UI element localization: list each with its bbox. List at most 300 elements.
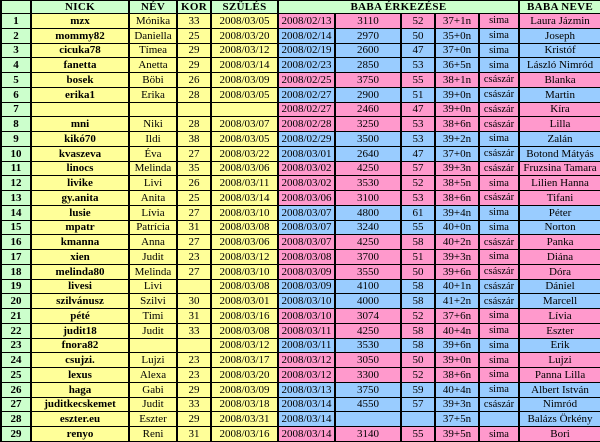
name-cell: Judit <box>129 323 177 338</box>
delivery-type-cell: sima <box>479 427 519 442</box>
arrival-date-cell: 2008/03/02 <box>278 176 335 191</box>
birth-weight-cell: 2460 <box>335 102 401 117</box>
baby-name-cell: Péter <box>519 205 600 220</box>
arrival-date-cell: 2008/03/11 <box>278 338 335 353</box>
birth-length-cell: 52 <box>401 14 435 29</box>
baby-name-cell: Lívia <box>519 309 600 324</box>
birth-length-cell: 53 <box>401 117 435 132</box>
nick-cell: szilvánusz <box>31 294 129 309</box>
age-cell: 27 <box>177 264 211 279</box>
nick-cell: erika1 <box>31 87 129 102</box>
due-date-cell: 2008/03/10 <box>211 205 278 220</box>
row-number-cell: 4 <box>1 58 31 73</box>
name-cell: Erika <box>129 87 177 102</box>
birth-weight-cell: 4250 <box>335 161 401 176</box>
table-row <box>1 28 600 43</box>
gestation-week-cell: 39+3n <box>435 161 479 176</box>
delivery-type-cell: sima <box>479 338 519 353</box>
nick-cell: cicuka78 <box>31 43 129 58</box>
table-row <box>1 323 600 338</box>
age-cell: 23 <box>177 250 211 265</box>
birth-weight-cell <box>335 412 401 427</box>
gestation-week-cell: 39+6n <box>435 338 479 353</box>
table-body <box>1 14 600 442</box>
baby-name-cell: Blanka <box>519 73 600 88</box>
age-cell: 26 <box>177 73 211 88</box>
row-number-cell: 28 <box>1 412 31 427</box>
name-cell: Melinda <box>129 161 177 176</box>
due-date-cell: 2008/03/16 <box>211 427 278 442</box>
baby-name-cell: Zalán <box>519 132 600 147</box>
age-cell: 33 <box>177 323 211 338</box>
due-date-cell <box>211 102 278 117</box>
birth-length-cell: 52 <box>401 368 435 383</box>
birth-weight-cell: 3110 <box>335 14 401 29</box>
birth-length-cell: 58 <box>401 323 435 338</box>
nick-cell: livike <box>31 176 129 191</box>
gestation-week-cell: 39+0n <box>435 102 479 117</box>
delivery-type-cell: császár <box>479 264 519 279</box>
arrival-date-cell: 2008/03/09 <box>278 264 335 279</box>
baby-name-cell: László Nimród <box>519 58 600 73</box>
arrival-date-cell: 2008/03/07 <box>278 205 335 220</box>
gestation-week-cell: 39+3n <box>435 250 479 265</box>
nick-cell: melinda80 <box>31 264 129 279</box>
header-nick: NICK <box>31 1 129 14</box>
gestation-week-cell: 40+4n <box>435 323 479 338</box>
delivery-type-cell: császár <box>479 146 519 161</box>
row-number-cell: 21 <box>1 309 31 324</box>
birth-weight-cell: 2900 <box>335 87 401 102</box>
due-date-cell: 2008/03/17 <box>211 353 278 368</box>
gestation-week-cell: 37+0n <box>435 43 479 58</box>
table-row <box>1 176 600 191</box>
baby-name-cell: Bori <box>519 427 600 442</box>
baby-name-cell: Lilien Hanna <box>519 176 600 191</box>
nick-cell: lusie <box>31 205 129 220</box>
birth-weight-cell: 4800 <box>335 205 401 220</box>
delivery-type-cell: sima <box>479 309 519 324</box>
table-row <box>1 309 600 324</box>
birth-weight-cell: 3750 <box>335 73 401 88</box>
row-number-cell: 10 <box>1 146 31 161</box>
age-cell: 33 <box>177 14 211 29</box>
baby-name-cell: Panka <box>519 235 600 250</box>
row-number-cell: 23 <box>1 338 31 353</box>
due-date-cell: 2008/03/22 <box>211 146 278 161</box>
table-row <box>1 220 600 235</box>
table-row <box>1 279 600 294</box>
birth-length-cell: 55 <box>401 427 435 442</box>
due-date-cell: 2008/03/07 <box>211 117 278 132</box>
delivery-type-cell: császár <box>479 397 519 412</box>
birth-length-cell: 58 <box>401 294 435 309</box>
birth-weight-cell: 2970 <box>335 28 401 43</box>
age-cell: 29 <box>177 58 211 73</box>
gestation-week-cell: 39+6n <box>435 264 479 279</box>
arrival-date-cell: 2008/02/28 <box>278 117 335 132</box>
header-kor: KOR <box>177 1 211 14</box>
birth-length-cell: 53 <box>401 132 435 147</box>
due-date-cell: 2008/03/09 <box>211 382 278 397</box>
row-number-cell: 17 <box>1 250 31 265</box>
name-cell: Szilvi <box>129 294 177 309</box>
arrival-date-cell: 2008/03/10 <box>278 294 335 309</box>
birth-weight-cell: 4550 <box>335 397 401 412</box>
header-szules: SZÜLÉS <box>211 1 278 14</box>
table-row <box>1 427 600 442</box>
nick-cell: mommy82 <box>31 28 129 43</box>
birth-weight-cell: 2600 <box>335 43 401 58</box>
due-date-cell: 2008/03/12 <box>211 250 278 265</box>
gestation-week-cell: 40+2n <box>435 235 479 250</box>
age-cell: 23 <box>177 353 211 368</box>
row-number-cell: 22 <box>1 323 31 338</box>
delivery-type-cell: sima <box>479 14 519 29</box>
name-cell: Lívia <box>129 205 177 220</box>
baby-name-cell: Laura Jázmin <box>519 14 600 29</box>
baby-name-cell: Panna Lilla <box>519 368 600 383</box>
baby-name-cell: Lilla <box>519 117 600 132</box>
birth-weight-cell: 4250 <box>335 235 401 250</box>
birth-length-cell: 57 <box>401 397 435 412</box>
table-row <box>1 87 600 102</box>
gestation-week-cell: 39+5n <box>435 427 479 442</box>
baby-name-cell: Nimród <box>519 397 600 412</box>
age-cell: 28 <box>177 117 211 132</box>
table-row <box>1 353 600 368</box>
gestation-week-cell: 37+6n <box>435 309 479 324</box>
baby-name-cell: Joseph <box>519 28 600 43</box>
arrival-date-cell: 2008/03/06 <box>278 191 335 206</box>
delivery-type-cell: sima <box>479 353 519 368</box>
row-number-cell: 6 <box>1 87 31 102</box>
age-cell: 30 <box>177 294 211 309</box>
arrival-date-cell: 2008/02/19 <box>278 43 335 58</box>
delivery-type-cell: sima <box>479 176 519 191</box>
nick-cell: mzx <box>31 14 129 29</box>
due-date-cell: 2008/03/11 <box>211 176 278 191</box>
nick-cell: gy.anita <box>31 191 129 206</box>
birth-length-cell: 55 <box>401 220 435 235</box>
name-cell: Reni <box>129 427 177 442</box>
name-cell: Timi <box>129 309 177 324</box>
due-date-cell: 2008/03/16 <box>211 309 278 324</box>
due-date-cell: 2008/03/18 <box>211 397 278 412</box>
age-cell: 27 <box>177 235 211 250</box>
birth-weight-cell: 3240 <box>335 220 401 235</box>
baby-name-cell: Balázs Örkény <box>519 412 600 427</box>
due-date-cell: 2008/03/09 <box>211 73 278 88</box>
delivery-type-cell: császár <box>479 117 519 132</box>
baby-name-cell: Martin <box>519 87 600 102</box>
name-cell: Böbi <box>129 73 177 88</box>
age-cell: 25 <box>177 191 211 206</box>
header-baba-neve: BABA NEVE <box>519 1 600 14</box>
birth-weight-cell: 3140 <box>335 427 401 442</box>
nick-cell: pété <box>31 309 129 324</box>
arrival-date-cell: 2008/03/01 <box>278 146 335 161</box>
row-number-cell: 18 <box>1 264 31 279</box>
birth-length-cell <box>401 412 435 427</box>
row-number-cell: 16 <box>1 235 31 250</box>
birth-length-cell: 47 <box>401 146 435 161</box>
age-cell: 29 <box>177 382 211 397</box>
nick-cell: juditkecskemet <box>31 397 129 412</box>
nick-cell: kikó70 <box>31 132 129 147</box>
nick-cell: fanetta <box>31 58 129 73</box>
birth-length-cell: 58 <box>401 279 435 294</box>
birth-length-cell: 53 <box>401 58 435 73</box>
gestation-week-cell: 40+1n <box>435 279 479 294</box>
table-row <box>1 368 600 383</box>
gestation-week-cell: 36+5n <box>435 58 479 73</box>
baby-name-cell: Kíra <box>519 102 600 117</box>
gestation-week-cell: 35+0n <box>435 28 479 43</box>
birth-weight-cell: 3050 <box>335 353 401 368</box>
row-number-cell: 27 <box>1 397 31 412</box>
age-cell <box>177 102 211 117</box>
baby-name-cell: Botond Mátyás <box>519 146 600 161</box>
row-number-cell: 19 <box>1 279 31 294</box>
gestation-week-cell: 40+4n <box>435 382 479 397</box>
row-number-cell: 25 <box>1 368 31 383</box>
delivery-type-cell: sima <box>479 250 519 265</box>
delivery-type-cell: császár <box>479 279 519 294</box>
header-row-number <box>1 1 31 14</box>
birth-length-cell: 52 <box>401 309 435 324</box>
due-date-cell: 2008/03/06 <box>211 161 278 176</box>
arrival-date-cell: 2008/03/11 <box>278 323 335 338</box>
baby-name-cell: Fruzsina Tamara <box>519 161 600 176</box>
arrival-date-cell: 2008/03/13 <box>278 382 335 397</box>
birth-length-cell: 57 <box>401 161 435 176</box>
arrival-date-cell: 2008/03/14 <box>278 427 335 442</box>
arrival-date-cell: 2008/02/27 <box>278 87 335 102</box>
name-cell: Alexa <box>129 368 177 383</box>
baby-name-cell: Diána <box>519 250 600 265</box>
birth-length-cell: 47 <box>401 102 435 117</box>
arrival-date-cell: 2008/03/12 <box>278 368 335 383</box>
row-number-cell: 3 <box>1 43 31 58</box>
table-row <box>1 58 600 73</box>
baby-name-cell: Lujzi <box>519 353 600 368</box>
age-cell: 38 <box>177 132 211 147</box>
baby-name-cell: Norton <box>519 220 600 235</box>
table-row <box>1 250 600 265</box>
due-date-cell: 2008/03/12 <box>211 43 278 58</box>
due-date-cell: 2008/03/20 <box>211 368 278 383</box>
row-number-cell: 8 <box>1 117 31 132</box>
table-row <box>1 397 600 412</box>
row-number-cell: 12 <box>1 176 31 191</box>
nick-cell: haga <box>31 382 129 397</box>
delivery-type-cell: sima <box>479 368 519 383</box>
arrival-date-cell: 2008/03/12 <box>278 353 335 368</box>
table-row <box>1 43 600 58</box>
delivery-type-cell: sima <box>479 28 519 43</box>
baby-name-cell: Kristóf <box>519 43 600 58</box>
row-number-cell: 24 <box>1 353 31 368</box>
baby-name-cell: Tifani <box>519 191 600 206</box>
age-cell: 31 <box>177 309 211 324</box>
arrival-date-cell: 2008/02/14 <box>278 28 335 43</box>
name-cell: Eszter <box>129 412 177 427</box>
gestation-week-cell: 37+0n <box>435 146 479 161</box>
row-number-cell: 20 <box>1 294 31 309</box>
row-number-cell: 13 <box>1 191 31 206</box>
arrival-date-cell: 2008/02/23 <box>278 58 335 73</box>
birth-weight-cell: 3100 <box>335 191 401 206</box>
name-cell: Lujzi <box>129 353 177 368</box>
row-number-cell: 14 <box>1 205 31 220</box>
delivery-type-cell: császár <box>479 102 519 117</box>
name-cell: Judit <box>129 397 177 412</box>
arrival-date-cell: 2008/03/02 <box>278 161 335 176</box>
birth-weight-cell: 3750 <box>335 382 401 397</box>
due-date-cell: 2008/03/05 <box>211 14 278 29</box>
birth-length-cell: 53 <box>401 191 435 206</box>
due-date-cell: 2008/03/05 <box>211 132 278 147</box>
due-date-cell: 2008/03/20 <box>211 28 278 43</box>
table-row <box>1 132 600 147</box>
table-row <box>1 235 600 250</box>
delivery-type-cell: sima <box>479 220 519 235</box>
gestation-week-cell: 38+6n <box>435 191 479 206</box>
due-date-cell: 2008/03/08 <box>211 220 278 235</box>
delivery-type-cell: császár <box>479 161 519 176</box>
row-number-cell: 11 <box>1 161 31 176</box>
table-row <box>1 117 600 132</box>
age-cell <box>177 279 211 294</box>
age-cell: 27 <box>177 205 211 220</box>
age-cell: 23 <box>177 368 211 383</box>
age-cell: 28 <box>177 87 211 102</box>
birth-length-cell: 50 <box>401 264 435 279</box>
arrival-date-cell: 2008/02/25 <box>278 73 335 88</box>
table-row <box>1 102 600 117</box>
name-cell <box>129 338 177 353</box>
delivery-type-cell: sima <box>479 58 519 73</box>
gestation-week-cell: 38+6n <box>435 368 479 383</box>
nick-cell: judit18 <box>31 323 129 338</box>
birth-length-cell: 51 <box>401 87 435 102</box>
gestation-week-cell: 39+0n <box>435 353 479 368</box>
birth-weight-cell: 3074 <box>335 309 401 324</box>
row-number-cell: 9 <box>1 132 31 147</box>
birth-weight-cell: 3500 <box>335 132 401 147</box>
delivery-type-cell: császár <box>479 235 519 250</box>
birth-length-cell: 52 <box>401 176 435 191</box>
birth-weight-cell: 2640 <box>335 146 401 161</box>
birth-weight-cell: 3250 <box>335 117 401 132</box>
birth-weight-cell: 3300 <box>335 368 401 383</box>
age-cell: 29 <box>177 412 211 427</box>
table-row <box>1 338 600 353</box>
row-number-cell: 7 <box>1 102 31 117</box>
header-row <box>1 1 600 14</box>
birth-length-cell: 50 <box>401 28 435 43</box>
name-cell: Anna <box>129 235 177 250</box>
nick-cell: xien <box>31 250 129 265</box>
row-number-cell: 2 <box>1 28 31 43</box>
nick-cell: kvaszeva <box>31 146 129 161</box>
age-cell: 26 <box>177 176 211 191</box>
name-cell: Livi <box>129 279 177 294</box>
gestation-week-cell: 39+3n <box>435 397 479 412</box>
age-cell: 29 <box>177 43 211 58</box>
arrival-date-cell: 2008/03/07 <box>278 235 335 250</box>
birth-length-cell: 55 <box>401 73 435 88</box>
nick-cell: eszter.eu <box>31 412 129 427</box>
birth-length-cell: 50 <box>401 353 435 368</box>
baby-name-cell: Dániel <box>519 279 600 294</box>
birth-length-cell: 51 <box>401 250 435 265</box>
table-row <box>1 294 600 309</box>
name-cell: Niki <box>129 117 177 132</box>
table-row <box>1 264 600 279</box>
arrival-date-cell: 2008/03/09 <box>278 279 335 294</box>
birth-weight-cell: 4000 <box>335 294 401 309</box>
delivery-type-cell: sima <box>479 323 519 338</box>
baby-name-cell: Dóra <box>519 264 600 279</box>
name-cell: Gabi <box>129 382 177 397</box>
birth-weight-cell: 3530 <box>335 176 401 191</box>
nick-cell: mpatr <box>31 220 129 235</box>
birth-weight-cell: 3530 <box>335 338 401 353</box>
gestation-week-cell: 39+0n <box>435 87 479 102</box>
gestation-week-cell: 39+2n <box>435 132 479 147</box>
delivery-type-cell: császár <box>479 294 519 309</box>
due-date-cell: 2008/03/12 <box>211 338 278 353</box>
birth-length-cell: 58 <box>401 235 435 250</box>
birth-length-cell: 59 <box>401 382 435 397</box>
nick-cell <box>31 102 129 117</box>
age-cell: 27 <box>177 146 211 161</box>
arrival-date-cell: 2008/03/14 <box>278 412 335 427</box>
baby-name-cell: Albert István <box>519 382 600 397</box>
baby-name-cell: Erik <box>519 338 600 353</box>
name-cell: Judit <box>129 250 177 265</box>
birth-weight-cell: 4100 <box>335 279 401 294</box>
delivery-type-cell: császár <box>479 73 519 88</box>
nick-cell: linocs <box>31 161 129 176</box>
age-cell: 33 <box>177 397 211 412</box>
row-number-cell: 5 <box>1 73 31 88</box>
gestation-week-cell: 38+6n <box>435 117 479 132</box>
due-date-cell: 2008/03/14 <box>211 191 278 206</box>
name-cell: Daniella <box>129 28 177 43</box>
birth-length-cell: 58 <box>401 338 435 353</box>
birth-weight-cell: 3700 <box>335 250 401 265</box>
age-cell <box>177 338 211 353</box>
delivery-type-cell: sima <box>479 205 519 220</box>
table-row <box>1 205 600 220</box>
arrival-date-cell: 2008/03/08 <box>278 250 335 265</box>
table-row <box>1 161 600 176</box>
due-date-cell: 2008/03/10 <box>211 264 278 279</box>
row-number-cell: 26 <box>1 382 31 397</box>
age-cell: 31 <box>177 427 211 442</box>
due-date-cell: 2008/03/31 <box>211 412 278 427</box>
delivery-type-cell: sima <box>479 132 519 147</box>
baby-name-cell: Marcell <box>519 294 600 309</box>
gestation-week-cell: 40+0n <box>435 220 479 235</box>
due-date-cell: 2008/03/08 <box>211 279 278 294</box>
birth-weight-cell: 3550 <box>335 264 401 279</box>
birth-weight-cell: 4250 <box>335 323 401 338</box>
table-row <box>1 146 600 161</box>
